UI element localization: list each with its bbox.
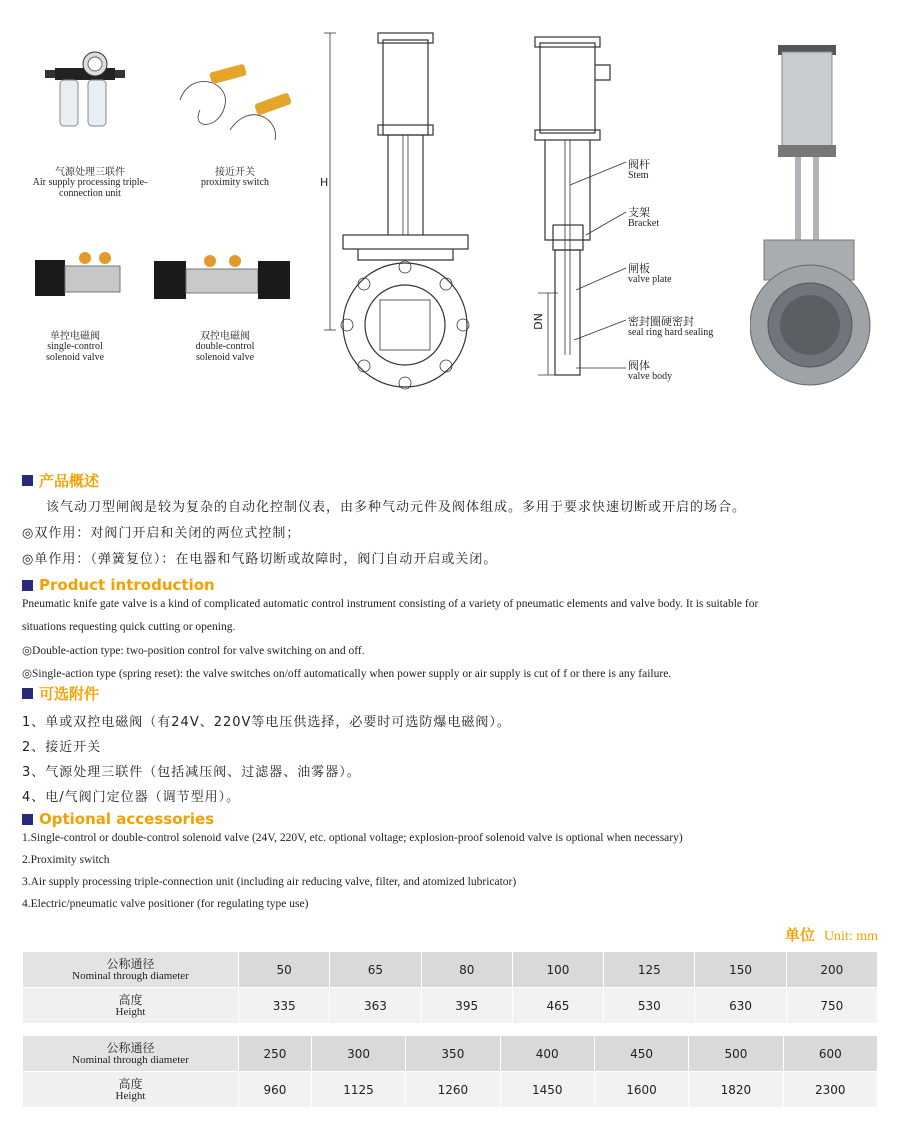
table-cell: 1260 (406, 1072, 500, 1108)
intro-cn-p2: ◎双作用：对阀门开启和关闭的两位式控制； (22, 526, 301, 541)
double-solenoid-caption-en-1: double-control (195, 341, 255, 352)
table-row-height (23, 988, 878, 1024)
part-seal-en: seal ring hard sealing (628, 327, 714, 338)
table-cell: 150 (695, 952, 786, 988)
dn-header-en: Nominal through diameter (72, 1053, 189, 1066)
acc-en-heading (22, 810, 214, 828)
single-solenoid-caption-en-1: single-control (47, 341, 103, 352)
table-cell: 100 (512, 952, 603, 988)
table-cell: 400 (500, 1036, 594, 1072)
part-bracket-cn: 支架 (628, 206, 650, 219)
section-marker-icon (22, 580, 33, 591)
part-plate-cn: 闸板 (628, 262, 650, 275)
intro-cn-p3: ◎单作用：（弹簧复位）：在电器和气路切断或故障时，阀门自动开启或关闭。 (22, 552, 498, 567)
valve-front-drawing (318, 25, 478, 400)
table-cell: 1820 (689, 1072, 783, 1108)
proximity-switch-image (170, 60, 300, 150)
acc-cn-item-2: 2、接近开关 (22, 740, 102, 755)
table-cell: 300 (311, 1036, 405, 1072)
double-solenoid-caption-cn: 双控电磁阀 (200, 331, 250, 342)
intro-en-p2: situations requesting quick cutting or opening. (22, 621, 236, 633)
double-solenoid-image (150, 245, 295, 310)
spec-table-2 (22, 1035, 878, 1108)
intro-en-heading (22, 576, 215, 594)
height-header-cn: 高度 (118, 1076, 143, 1091)
single-solenoid-caption-en-2: solenoid valve (45, 352, 105, 363)
unit-label (785, 924, 878, 945)
single-solenoid-image (30, 240, 125, 310)
table-cell: 1600 (594, 1072, 688, 1108)
table-cell: 363 (330, 988, 421, 1024)
triple-unit-caption-en-1: Air supply processing triple- (32, 177, 148, 188)
acc-en-title: Optional accessories (39, 810, 215, 828)
table-cell: 395 (421, 988, 512, 1024)
proximity-switch-caption-cn: 接近开关 (215, 167, 255, 178)
table-cell: 1125 (311, 1072, 405, 1108)
unit-en: Unit: mm (823, 929, 878, 944)
acc-en-item-1: 1.Single-control or double-control solenoid valve (24V, 220V, etc. optional voltage; explosion-proof solenoid valve is optional when necessary) (22, 832, 683, 844)
table-cell: 1450 (500, 1072, 594, 1108)
height-header-en: Height (115, 1089, 146, 1102)
height-dimension-label: H (320, 176, 329, 189)
section-marker-icon (22, 475, 33, 486)
table-cell: 750 (786, 988, 877, 1024)
part-body-cn: 阀体 (628, 359, 650, 372)
intro-cn-title: 产品概述 (39, 471, 100, 490)
dn-header-en: Nominal through diameter (72, 969, 189, 982)
dn-header-cn: 公称通径 (106, 956, 155, 971)
table-row-dn (23, 1036, 878, 1072)
acc-cn-item-4: 4、电/气阀门定位器（调节型用）。 (22, 790, 241, 805)
acc-en-item-2: 2.Proximity switch (22, 854, 110, 866)
section-marker-icon (22, 814, 33, 825)
table-cell: 960 (239, 1072, 312, 1108)
part-seal-cn: 密封圈硬密封 (628, 315, 694, 328)
triple-unit-image (40, 40, 130, 158)
table-cell: 335 (239, 988, 330, 1024)
table-cell: 630 (695, 988, 786, 1024)
intro-en-title: Product introduction (39, 576, 215, 594)
dn-dimension-label: DN (531, 313, 545, 330)
intro-en-p1: Pneumatic knife gate valve is a kind of complicated automatic control instrument consisting of a variety of pneumatic elements and valve body. It is suitable for (22, 598, 759, 610)
intro-cn-p1: 该气动刀型闸阀是较为复杂的自动化控制仪表，由多种气动元件及阀体组成。多用于要求快速切断或开启的场合。 (46, 500, 747, 515)
table-cell: 500 (689, 1036, 783, 1072)
table-cell: 50 (239, 952, 330, 988)
table-cell: 65 (330, 952, 421, 988)
part-plate-en: valve plate (628, 274, 672, 285)
table-cell: 530 (604, 988, 695, 1024)
table-cell: 80 (421, 952, 512, 988)
double-solenoid-caption-en-2: solenoid valve (195, 352, 255, 363)
acc-cn-item-1: 1、单或双控电磁阀（有24V、220V等电压供选择，必要时可选防爆电磁阀）。 (22, 715, 511, 730)
height-header-cn: 高度 (118, 992, 143, 1007)
triple-unit-caption-en-2: connection unit (59, 188, 121, 199)
table-row-height (23, 1072, 878, 1108)
table-row-dn (23, 952, 878, 988)
part-stem-en: Stem (628, 170, 649, 181)
height-header-cell (23, 988, 239, 1024)
height-header-cell (23, 1072, 239, 1108)
section-marker-icon (22, 688, 33, 699)
intro-cn-heading (22, 471, 99, 489)
acc-en-item-4: 4.Electric/pneumatic valve positioner (for regulating type use) (22, 898, 309, 910)
intro-en-p3: ◎Double-action type: two-position control for valve switching on and off. (22, 645, 365, 657)
dn-header-cell (23, 1036, 239, 1072)
unit-cn: 单位 (784, 926, 815, 944)
table-cell: 465 (512, 988, 603, 1024)
acc-cn-item-3: 3、气源处理三联件（包括减压阀、过滤器、油雾器）。 (22, 765, 361, 780)
part-body-en: valve body (628, 371, 673, 382)
table-cell: 350 (406, 1036, 500, 1072)
table-cell: 450 (594, 1036, 688, 1072)
acc-cn-title: 可选附件 (39, 684, 100, 703)
knife-gate-valve-photo (750, 40, 880, 400)
part-stem-cn: 阀杆 (628, 158, 650, 171)
table-cell: 250 (239, 1036, 312, 1072)
spec-table-1 (22, 951, 878, 1024)
triple-unit-caption-cn: 气源处理三联件 (55, 167, 125, 178)
dn-header-cell (23, 952, 239, 988)
intro-en-p4: ◎Single-action type (spring reset): the valve switches on/off automatically when power supply or air supply is cut of f or there is any failure. (22, 668, 672, 680)
single-solenoid-caption-cn: 单控电磁阀 (50, 331, 100, 342)
part-bracket-en: Bracket (628, 218, 660, 229)
table-cell: 2300 (783, 1072, 877, 1108)
acc-en-item-3: 3.Air supply processing triple-connection unit (including air reducing valve, filter, and atomized lubricator) (22, 876, 517, 888)
proximity-switch-caption-en: proximity switch (200, 177, 270, 188)
height-header-en: Height (115, 1005, 146, 1018)
table-cell: 600 (783, 1036, 877, 1072)
table-cell: 200 (786, 952, 877, 988)
dn-header-cn: 公称通径 (106, 1040, 155, 1055)
acc-cn-heading (22, 684, 99, 702)
table-cell: 125 (604, 952, 695, 988)
